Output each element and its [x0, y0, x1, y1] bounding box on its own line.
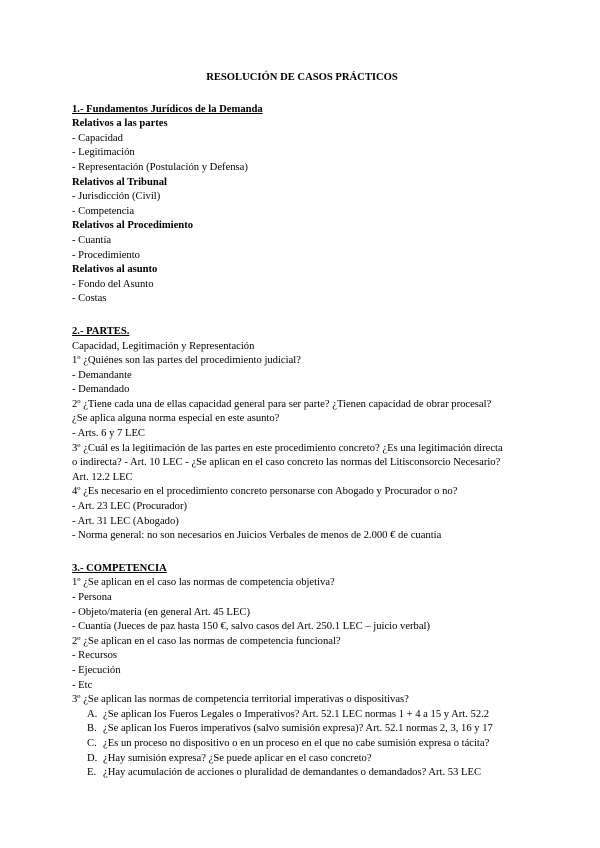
section-heading: 3.- COMPETENCIA [72, 562, 167, 574]
list-item [72, 737, 532, 752]
text-line: Capacidad, Legitimación y Representación [72, 340, 255, 352]
territorial-competence-list [72, 708, 532, 781]
text-line: o indirecta? - Art. 10 LEC - ¿Se aplican en el caso concreto las normas del Litisconsorcio Necesario? [72, 457, 501, 469]
group-label: Relativos al Procedimiento [72, 220, 194, 232]
text-line: 1º ¿Quiénes son las partes del procedimiento judicial? [72, 355, 301, 367]
list-marker: C. [87, 737, 97, 749]
text-line: - Cuantía (Jueces de paz hasta 150 €, salvo casos del Art. 250.1 LEC – juicio verbal) [72, 621, 431, 633]
section-competencia [72, 562, 532, 781]
section-heading: 1.- Fundamentos Jurídicos de la Demanda [72, 103, 263, 115]
page-title: RESOLUCIÓN DE CASOS PRÁCTICOS [206, 72, 398, 83]
text-line: - Norma general: no son necesarios en Juicios Verbales de menos de 2.000 € de cuantía [72, 530, 442, 542]
document-body [72, 71, 532, 781]
list-marker: E. [87, 767, 97, 779]
list-item: - Capacidad [72, 132, 123, 144]
list-marker: B. [87, 723, 97, 735]
list-item [72, 708, 532, 723]
list-item: - Legitimación [72, 147, 135, 159]
list-item: - Fondo del Asunto [72, 278, 154, 290]
list-item-text: ¿Se aplican los Fueros Legales o Imperativos? Art. 52.1 LEC normas 1 + 4 a 15 y Art. 52.2 [103, 708, 490, 720]
list-item [72, 752, 532, 767]
text-line: - Persona [72, 592, 112, 603]
text-line: - Ejecución [72, 664, 121, 676]
text-line: - Art. 23 LEC (Procurador) [72, 501, 188, 513]
text-line: 4º ¿Es necesario en el procedimiento concreto personarse con Abogado y Procurador o no? [72, 486, 458, 498]
list-item: - Representación (Postulación y Defensa) [72, 161, 248, 173]
list-item [72, 722, 532, 737]
section-fundamentos [72, 103, 532, 307]
list-item-text: ¿Hay sumisión expresa? ¿Se puede aplicar en el caso concreto? [103, 752, 372, 764]
text-line: - Arts. 6 y 7 LEC [72, 428, 145, 440]
section-partes [72, 325, 532, 544]
list-item [72, 766, 532, 781]
text-line: 1º ¿Se aplican en el caso las normas de competencia objetiva? [72, 577, 335, 589]
text-line: 2º ¿Tiene cada una de ellas capacidad general para ser parte? ¿Tienen capacidad de obrar procesal? [72, 398, 492, 410]
text-line: - Demandado [72, 384, 130, 396]
list-item: - Competencia [72, 205, 135, 217]
text-line: ¿Se aplica alguna norma especial en este asunto? [72, 413, 280, 425]
list-marker: A. [87, 708, 98, 720]
list-item: - Cuantía [72, 234, 112, 246]
text-line: - Etc [72, 679, 93, 691]
group-label: Relativos a las partes [72, 118, 168, 130]
text-line: - Demandante [72, 369, 132, 381]
list-marker: D. [87, 752, 98, 764]
text-line: Art. 12.2 LEC [72, 471, 133, 483]
text-line: - Art. 31 LEC (Abogado) [72, 515, 179, 527]
list-item-text: ¿Es un proceso no dispositivo o en un proceso en el que no cabe sumisión expresa o tácita? [103, 737, 490, 749]
list-item: - Procedimiento [72, 249, 140, 261]
text-line: 3º ¿Se aplican las normas de competencia territorial imperativas o dispositivas? [72, 694, 409, 706]
list-item-text: ¿Se aplican los Fueros imperativos (salvo sumisión expresa)? Art. 52.1 normas 2, 3, 16 y 17 [103, 723, 493, 735]
text-line: 2º ¿Se aplican en el caso las normas de competencia funcional? [72, 635, 341, 647]
list-item: - Costas [72, 293, 107, 305]
section-heading: 2.- PARTES. [72, 325, 130, 337]
list-item-text: ¿Hay acumulación de acciones o pluralidad de demandantes o demandados? Art. 53 LEC [103, 767, 482, 779]
text-line: - Recursos [72, 650, 118, 662]
group-label: Relativos al asunto [72, 264, 158, 276]
text-line: 3º ¿Cuál es la legitimación de las partes en este procedimiento concreto? ¿Es una legitimación directa [72, 442, 503, 454]
spacer [72, 307, 532, 325]
list-item: - Jurisdicción (Civil) [72, 191, 161, 203]
spacer [72, 544, 532, 562]
text-line: - Objeto/materia (en general Art. 45 LEC) [72, 606, 250, 618]
group-label: Relativos al Tribunal [72, 176, 167, 188]
